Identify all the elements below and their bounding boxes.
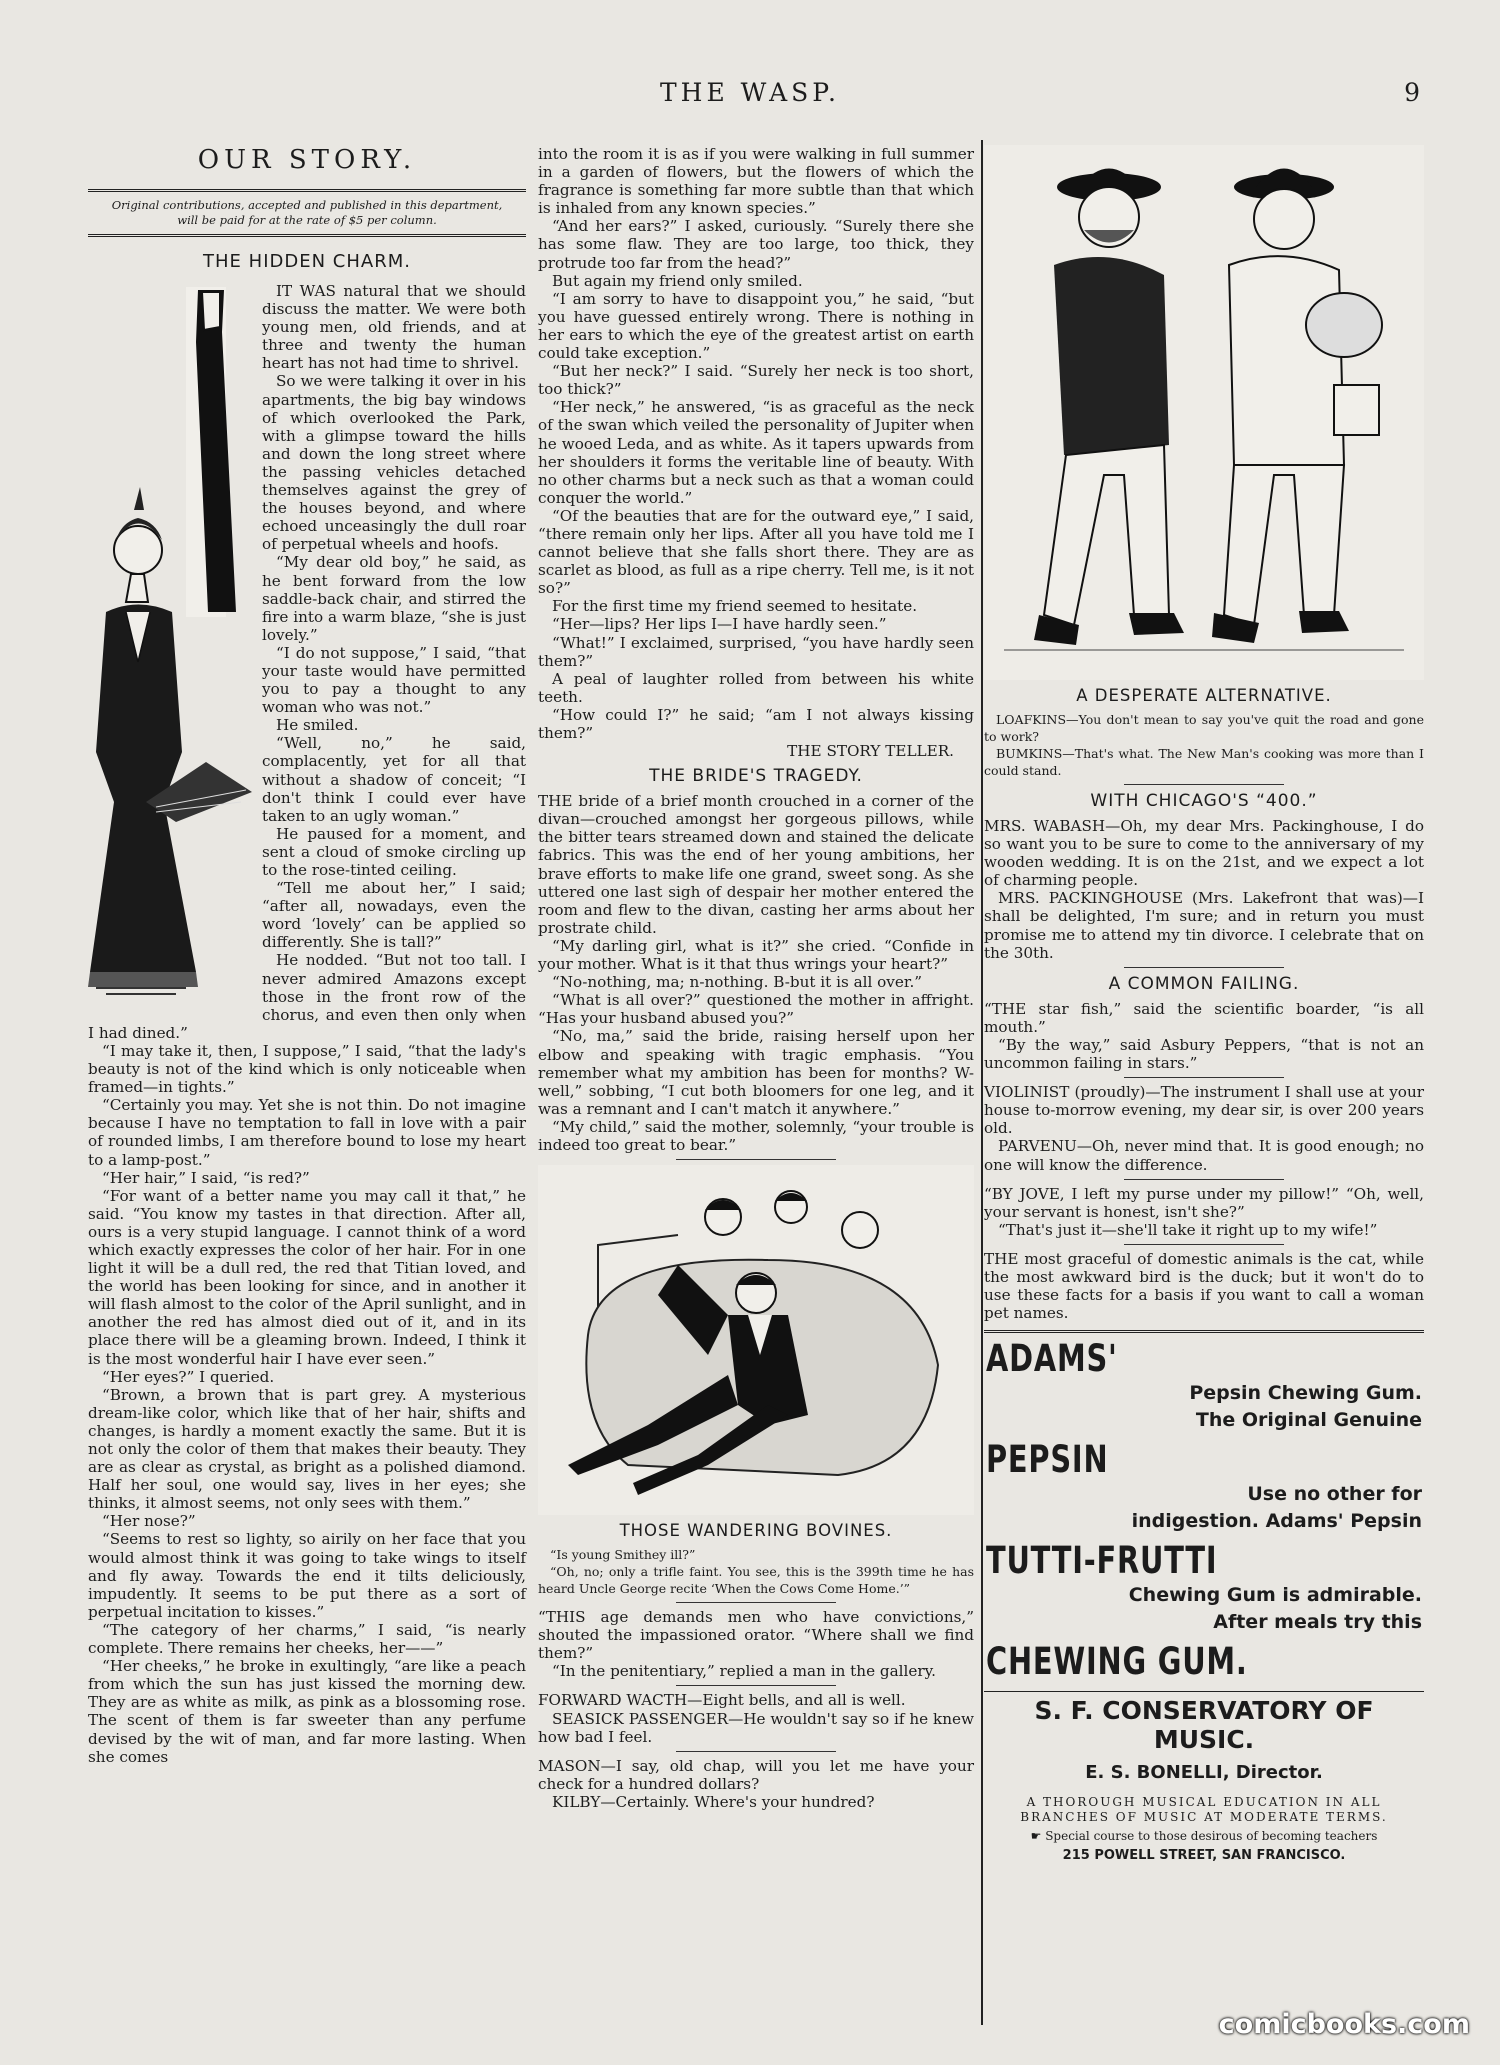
section-note: Original contributions, accepted and published in this department, will be paid for at the rate of $5 per column.: [111, 198, 503, 227]
ad-line: TUTTI-FRUTTI: [986, 1539, 1218, 1583]
woman-illustration: [86, 282, 254, 1012]
paragraph: So we were talking it over in his apartments, the big bay windows of which overlooked the Park, with a glimpse toward the hills and down the long street where the passing vehicles detached themselves against the grey of the houses beyond, and where echoed unceasingly the dull roar of perpetual wheels and hoofs.: [262, 372, 526, 554]
rule: [88, 234, 526, 237]
dialogue-line: “Oh, no; only a trifle faint. You see, this is the 399th time he has heard Uncle George recite ‘When the Cows Come Home.’”: [538, 1564, 974, 1597]
paragraph: VIOLINIST (proudly)—The instrument I shall use at your house to-morrow evening, my dear sir, is over 200 years old.: [984, 1083, 1424, 1138]
paragraph: PARVENU—Oh, never mind that. It is good enough; no one will know the difference.: [984, 1137, 1424, 1174]
column-2: [538, 145, 974, 1811]
column-divider: [981, 140, 983, 2025]
conservatory-director: E. S. BONELLI, Director.: [1085, 1762, 1323, 1784]
paragraph: “No, ma,” said the bride, raising herself upon her elbow and speaking with tragic emphasis. “You remember what my ambition has been for months? W-well,” sobbing, “I cut both bloomers for one leg, and it was a remnant and I can't match it anywhere.”: [538, 1027, 974, 1118]
conservatory-name: S. F. CONSERVATORY OF MUSIC.: [1034, 1696, 1374, 1755]
paragraph: He smiled.: [276, 716, 359, 735]
paragraph: FORWARD WACTH—Eight bells, and all is well.: [538, 1691, 906, 1710]
paragraph: “My child,” said the mother, solemnly, “your trouble is indeed too great to bear.”: [538, 1117, 974, 1154]
tramps-cartoon: [984, 145, 1424, 680]
cartoon-caption: THOSE WANDERING BOVINES.: [619, 1521, 893, 1541]
cartoon-dialogue: [984, 711, 1424, 779]
paragraph: “Her neck,” he answered, “is as graceful as the neck of the swan which veiled the personality of Jupiter when he wooed Leda, and as white. As it tapers upwards from her shoulders it forms the veritable line of beauty. With no other charms but a neck such as that a woman could conquer the world.”: [538, 398, 974, 507]
sea-joke: [538, 1691, 974, 1745]
paragraph: “For want of a better name you may call it that,” he said. “You know my tastes in that direction. After all, ours is a very stupid language. I cannot think of a word which exactly expresses the color of her hair. For in one light it will be a dull red, the red that Titian loved, and the world has been looking for since, and in another it will flash almost to the color of the April sunlight, and in another the red has almost died out of it, and in its place there will be a gleaming brown. Indeed, I think it is the most wonderful hair I have ever seen.”: [88, 1186, 526, 1368]
conservatory-address: 215 POWELL STREET, SAN FRANCISCO.: [1062, 1848, 1346, 1864]
ad-line: Chewing Gum is admirable. After meals try this: [1128, 1584, 1422, 1634]
paragraph: “Certainly you may. Yet she is not thin. Do not imagine because I have no temptation to fall in love with a pair of rounded limbs, I am therefore bound to lose my heart to a lamp-post.”: [88, 1096, 526, 1169]
paragraph: A peal of laughter rolled from between his white teeth.: [538, 669, 974, 706]
conservatory-tagline: A THOROUGH MUSICAL EDUCATION IN ALL BRANCHES OF MUSIC AT MODERATE TERMS.: [1020, 1795, 1388, 1825]
ad-line: The Original Genuine: [1195, 1409, 1422, 1432]
pointing-hand-icon: ☛: [1030, 1829, 1042, 1844]
column-3: [984, 145, 1424, 1863]
paragraph: “Her nose?”: [102, 1512, 196, 1531]
rule: [676, 1602, 836, 1603]
paragraph: “Her—lips? Her lips I—I have hardly seen.”: [552, 615, 887, 634]
paragraph: MRS. PACKINGHOUSE (Mrs. Lakefront that was)—I shall be delighted, I'm sure; and in return you must promise me to attend my tin divorce. I celebrate that on the 30th.: [984, 889, 1424, 962]
paragraph: IT WAS natural that we should discuss the matter. We were both young men, old friends, and at three and twenty the human heart has not had time to shrivel.: [262, 282, 526, 373]
ad-line: PEPSIN: [986, 1438, 1109, 1482]
conviction-joke: [538, 1608, 974, 1680]
violinist-joke: [984, 1083, 1424, 1173]
ad-line: Use no other for indigestion. Adams' Pepsin: [1131, 1483, 1422, 1533]
rule: [1124, 1077, 1284, 1078]
paragraph: THE bride of a brief month crouched in a corner of the divan—crouched amongst her gorgeous pillows, while the bitter tears streamed down and stained the delicate fabrics. This was the end of her young ambitions, her brave efforts to make life one grand, sweet song. As she uttered one last sigh of despair her mother entered the room and flew to the divan, casting her arms about her prostrate child.: [538, 792, 974, 937]
ad-line: ADAMS': [986, 1337, 1118, 1381]
paragraph: “My dear old boy,” he said, as he bent forward from the low saddle-back chair, and stirred the fire into a warm blaze, “she is just lovely.”: [262, 553, 526, 644]
story-title: THE HIDDEN CHARM.: [203, 251, 411, 272]
rule: [1124, 967, 1284, 968]
mason-joke: [538, 1757, 974, 1811]
paragraph: “I may take it, then, I suppose,” I said, “that the lady's beauty is not of the kind which is only noticeable when framed—in tights.”: [88, 1041, 526, 1097]
paragraph: into the room it is as if you were walking in full summer in a garden of flowers, but the flowers of which the fragrance is something far more subtle than that which is inhaled from any known species.”: [538, 145, 974, 218]
ad-line: Pepsin Chewing Gum.: [1189, 1382, 1422, 1405]
paragraph: SEASICK PASSENGER—He wouldn't say so if he knew how bad I feel.: [538, 1709, 974, 1746]
paragraph: “I am sorry to have to disappoint you,” he said, “but you have guessed entirely wrong. There is nothing in her ears to which the eye of the greatest artist on earth could take exception.”: [538, 289, 974, 363]
paragraph: “How could I?” he said; “am I not always kissing them?”: [538, 705, 974, 742]
paragraph: But again my friend only smiled.: [552, 271, 803, 290]
failing-title: A COMMON FAILING.: [1108, 973, 1300, 994]
adams-advertisement: [984, 1333, 1424, 1687]
ad-line: CHEWING GUM.: [986, 1640, 1248, 1684]
watermark: comicbooks.com: [1218, 2009, 1470, 2040]
paragraph: “Of the beauties that are for the outward eye,” I said, “there remain only her lips. After all you have told me I cannot believe that she falls short there. They are as scarlet as blood, as full as a ripe cherry. Tell me, is it not so?”: [538, 506, 974, 598]
paragraph: He nodded. “But not too tall. I never admired Amazons except those in the front row of the chorus, and even then only when I had dined.”: [88, 951, 526, 1042]
conservatory-course: [984, 1829, 1424, 1844]
paragraph: “THE star fish,” said the scientific boarder, “is all mouth.”: [984, 999, 1424, 1036]
paragraph: “Brown, a brown that is part grey. A mysterious dream-like color, which like that of her hair, shifts and changes, is hardly a moment exactly the same. But it is not only the color of them that makes their beauty. They are as clear as crystal, as bright as a polished diamond. Half her soul, one would say, lives in her eyes; she thinks, it almost seems, not only sees with them.”: [88, 1385, 526, 1513]
rule: [1124, 1179, 1284, 1180]
paragraph: “BY JOVE, I left my purse under my pillow!” “Oh, well, your servant is honest, isn't she?”: [984, 1184, 1424, 1221]
rule: [984, 1691, 1424, 1692]
paragraph: “And her ears?” I asked, curiously. “Surely there she has some flaw. They are too large, too thick, they protrude too far from the head?”: [538, 217, 974, 272]
cat-joke: [984, 1250, 1424, 1322]
dialogue-line: BUMKINS—That's what. The New Man's cooking was more than I could stand.: [984, 746, 1424, 778]
paragraph: “Her hair,” I said, “is red?”: [102, 1168, 310, 1187]
paragraph: MRS. WABASH—Oh, my dear Mrs. Packinghouse, I do so want you to be sure to come to the anniversary of my wooden wedding. It is on the 21st, and we expect a lot of charming people.: [984, 817, 1424, 890]
paragraph: “By the way,” said Asbury Peppers, “that is not an uncommon failing in stars.”: [984, 1035, 1424, 1073]
story-body-2: [538, 145, 974, 760]
rule: [676, 1159, 836, 1160]
paragraph: KILBY—Certainly. Where's your hundred?: [552, 1792, 875, 1811]
dialogue-line: LOAFKINS—You don't mean to say you've quit the road and gone to work?: [984, 712, 1424, 744]
jove-joke: [984, 1185, 1424, 1239]
chicago-title: WITH CHICAGO'S “400.”: [1090, 791, 1318, 811]
paragraph: “What!” I exclaimed, surprised, “you have hardly seen them?”: [538, 633, 974, 670]
paragraph: “That's just it—she'll take it right up to my wife!”: [998, 1220, 1378, 1239]
cartoon-dialogue: [538, 1546, 974, 1597]
paragraph: “What is all over?” questioned the mother in affright. “Has your husband abused you?”: [538, 991, 974, 1028]
paragraph: “My darling girl, what is it?” she cried. “Confide in your mother. What is it that thus wrings your heart?”: [538, 936, 974, 974]
conservatory-advertisement: [984, 1696, 1424, 1863]
cartoon-caption: A DESPERATE ALTERNATIVE.: [1076, 686, 1332, 705]
section-title: OUR STORY.: [197, 145, 417, 175]
paragraph: “Her eyes?” I queried.: [102, 1367, 275, 1386]
story-signature: THE STORY TELLER.: [787, 742, 954, 761]
paragraph: THE most graceful of domestic animals is the cat, while the most awkward bird is the duck; but it won't do to use these facts for a basis if you want to call a woman pet names.: [984, 1249, 1424, 1323]
rule: [676, 1685, 836, 1686]
conservatory-course-text: Special course to those desirous of becoming teachers: [1045, 1829, 1378, 1844]
column-1: [88, 145, 526, 1766]
dialogue-line: “Is young Smithey ill?”: [550, 1547, 696, 1563]
page-number: 9: [1404, 78, 1420, 107]
bride-story: [538, 792, 974, 1154]
paragraph: “The category of her charms,” I said, “is nearly complete. There remains her cheeks, her——”: [88, 1620, 526, 1658]
story-body-1: [88, 282, 526, 1766]
paragraph: “Well, no,” he said, complacently, yet for all that without a shadow of conceit; “I don't think I could ever have taken to an ugly woman.”: [262, 734, 526, 825]
bovines-cartoon: [538, 1165, 974, 1515]
paragraph: For the first time my friend seemed to hesitate.: [552, 597, 918, 616]
paragraph: “In the penitentiary,” replied a man in the gallery.: [552, 1662, 937, 1681]
paragraph: “No-nothing, ma; n-nothing. B-but it is all over.”: [552, 973, 923, 992]
rule: [1124, 1244, 1284, 1245]
paragraph: “I do not suppose,” I said, “that your taste would have permitted you to pay a thought to any woman who was not.”: [262, 643, 526, 717]
chicago-joke: [984, 817, 1424, 962]
paragraph: “Tell me about her,” I said; “after all, nowadays, even the word ‘lovely’ can be applied so differently. She is tall?”: [262, 879, 526, 952]
paragraph: “Her cheeks,” he broke in exultingly, “are like a peach from which the sun has just kissed the morning dew. They are as white as milk, as pink as a blossoming rose. The scent of them is far sweeter than any perfume devised by the wit of man, and far more lasting. When she comes: [88, 1657, 526, 1766]
rule: [1124, 784, 1284, 785]
paragraph: “THIS age demands men who have convictions,” shouted the impassioned orator. “Where shall we find them?”: [538, 1608, 974, 1663]
paragraph: He paused for a moment, and sent a cloud of smoke circling up to the rose-tinted ceiling.: [262, 824, 526, 879]
failing-joke: [984, 1000, 1424, 1072]
rule: [676, 1751, 836, 1752]
bride-title: THE BRIDE'S TRAGEDY.: [649, 766, 863, 787]
rule: [88, 189, 526, 192]
paragraph: MASON—I say, old chap, will you let me have your check for a hundred dollars?: [538, 1756, 974, 1793]
paragraph: “But her neck?” I said. “Surely her neck is too short, too thick?”: [538, 362, 974, 399]
running-title: THE WASP.: [659, 78, 840, 107]
paragraph: “Seems to rest so lighty, so airily on her face that you would almost think it was going to take wings to itself and fly away. Towards the end it tilts deliciously, impudently. It seems to be put there as a sort of perpetual incitation to kisses.”: [88, 1530, 526, 1621]
